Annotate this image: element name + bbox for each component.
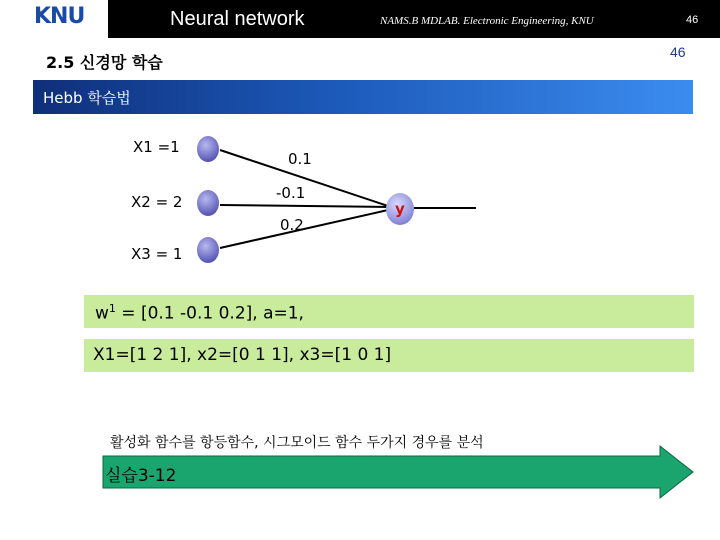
input-label-x1: X1 =1 — [133, 138, 180, 156]
weight-values: = [0.1 -0.1 0.2], a=1, — [115, 303, 304, 324]
input-label-x3: X3 = 1 — [131, 245, 183, 263]
input-vectors: X1=[1 2 1], x2=[0 1 1], x3=[1 0 1] — [93, 345, 392, 365]
section-title: 2.5 신경망 학습 — [46, 53, 163, 72]
analysis-note: 활성화 함수를 항등함수, 시그모이드 함수 두가지 경우를 분석 — [110, 435, 484, 451]
page-number-header: 46 — [686, 14, 699, 26]
weight-label-3: 0.2 — [280, 216, 304, 234]
weight-superscript: 1 — [108, 302, 116, 315]
subtitle-text: Hebb 학습법 — [43, 89, 131, 107]
input-label-x2: X2 = 2 — [131, 193, 183, 211]
practice-label: 실습3-12 — [105, 466, 177, 486]
weight-symbol: w — [95, 303, 109, 324]
lab-name: NAMS.B MDLAB. Electronic Engineering, KNU — [380, 15, 594, 27]
weight-label-2: -0.1 — [276, 184, 306, 202]
output-label: y — [395, 200, 405, 218]
weight-label-1: 0.1 — [288, 150, 312, 168]
logo-text: KNU — [34, 4, 85, 29]
slide-header-title: Neural network — [170, 8, 305, 30]
page-number: 46 — [670, 44, 686, 60]
